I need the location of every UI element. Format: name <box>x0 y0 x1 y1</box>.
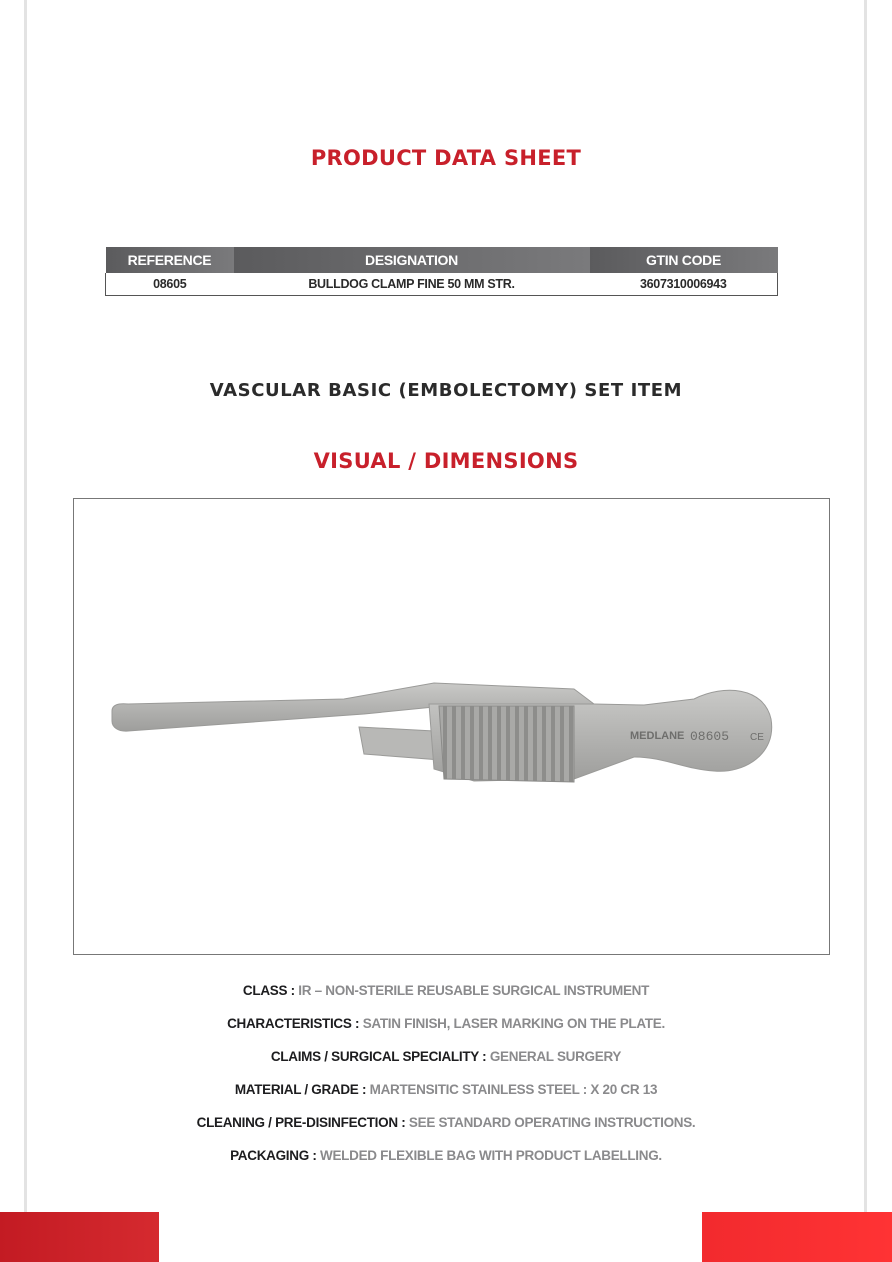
footer-bar-left <box>0 1212 159 1262</box>
cell-gtin-code: 3607310006943 <box>590 273 778 296</box>
header-gtin-code: GTIN CODE <box>590 247 778 273</box>
spec-characteristics: CHARACTERISTICS : SATIN FINISH, LASER MARKING ON THE PLATE. <box>227 1016 665 1031</box>
header-designation: DESIGNATION <box>234 247 590 273</box>
footer-bar-right <box>702 1212 892 1262</box>
spec-claims: CLAIMS / SURGICAL SPECIALITY : GENERAL SURGERY <box>270 1049 622 1064</box>
visual-section-title: VISUAL / DIMENSIONS <box>313 449 579 473</box>
product-visual-frame <box>73 498 830 955</box>
ce-marking: CE <box>750 732 764 743</box>
spec-list <box>0 983 892 1181</box>
reference-marking: 08605 <box>690 729 730 744</box>
product-family: VASCULAR BASIC (EMBOLECTOMY) SET ITEM <box>209 380 683 401</box>
reference-table <box>105 247 778 296</box>
bulldog-clamp-illustration <box>74 499 828 953</box>
cell-designation: BULLDOG CLAMP FINE 50 MM STR. <box>234 273 590 296</box>
cell-reference: 08605 <box>106 273 234 296</box>
spec-class: CLASS : IR – NON-STERILE REUSABLE SURGICAL INSTRUMENT <box>242 983 650 998</box>
page-title: PRODUCT DATA SHEET <box>310 146 582 170</box>
brand-marking: MEDLANE <box>630 730 685 742</box>
header-reference: REFERENCE <box>106 247 234 273</box>
spec-material: MATERIAL / GRADE : MARTENSITIC STAINLESS STEEL : X 20 CR 13 <box>234 1082 658 1097</box>
spec-cleaning: CLEANING / PRE-DISINFECTION : SEE STANDARD OPERATING INSTRUCTIONS. <box>196 1115 696 1130</box>
spec-packaging: PACKAGING : WELDED FLEXIBLE BAG WITH PRODUCT LABELLING. <box>230 1148 662 1163</box>
